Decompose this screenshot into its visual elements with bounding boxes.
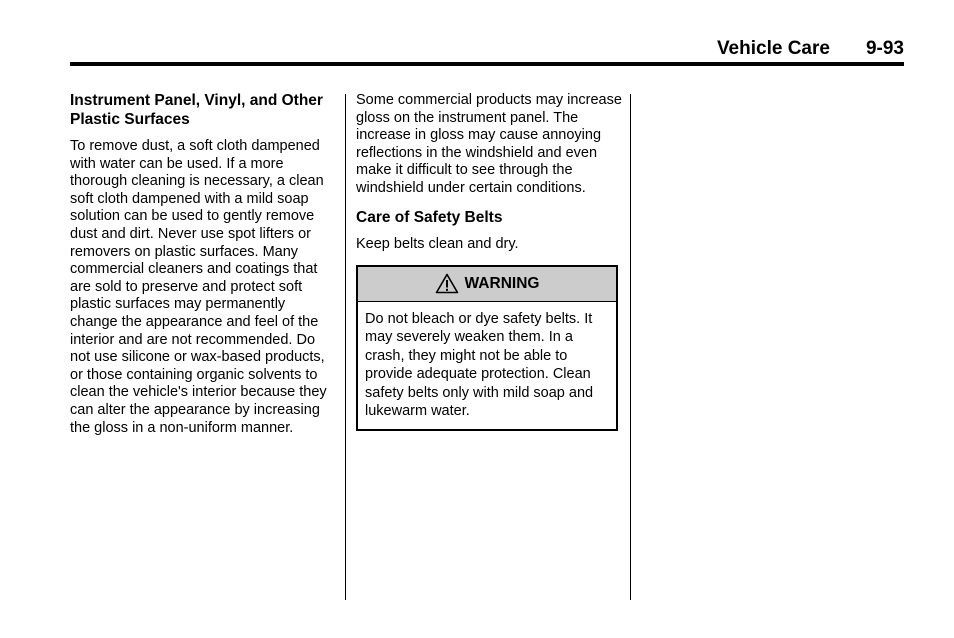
page-header [70,38,904,62]
column-divider [345,94,346,600]
section-heading: Instrument Panel, Vinyl, and Other Plastic Surfaces [70,92,323,128]
column-middle [356,92,622,431]
body-paragraph: Keep belts clean and dry. [356,236,519,253]
page-number: 9-93 [865,38,904,59]
warning-header [358,267,616,302]
column-divider [630,94,631,600]
warning-label: WARNING [464,274,540,292]
body-paragraph: To remove dust, a soft cloth dampened with water can be used. If a more thorough cleaning is necessary, a clean soft cloth dampened with a mild soap solution can be used to gently remove dust and dirt. Never use spot lifters or removers on plastic surfaces. Many commercial cleaners and coatings that are sold to preserve and protect soft plastic surfaces may permanently change the appearance and feel of the interior and are not recommended. Do not use silicone or wax-based products, or those containing organic solvents to clean the vehicle's interior because they can alter the appearance by increasing the gloss in a non-uniform manner. [70,138,327,436]
header-rule [70,62,904,66]
section-heading: Care of Safety Belts [356,208,503,226]
column-left [70,92,336,437]
body-paragraph: Some commercial products may increase gloss on the instrument panel. The increase in gloss may cause annoying reflections in the windshield and even make it difficult to see through the windshield under certain conditions. [356,92,622,196]
warning-box [356,265,618,431]
warning-triangle-icon [435,273,459,294]
section-title: Vehicle Care [716,38,830,59]
warning-text: Do not bleach or dye safety belts. It may severely weaken them. In a crash, they might not be able to provide adequate protection. Clean safety belts only with mild soap and lukewarm water. [365,310,594,420]
